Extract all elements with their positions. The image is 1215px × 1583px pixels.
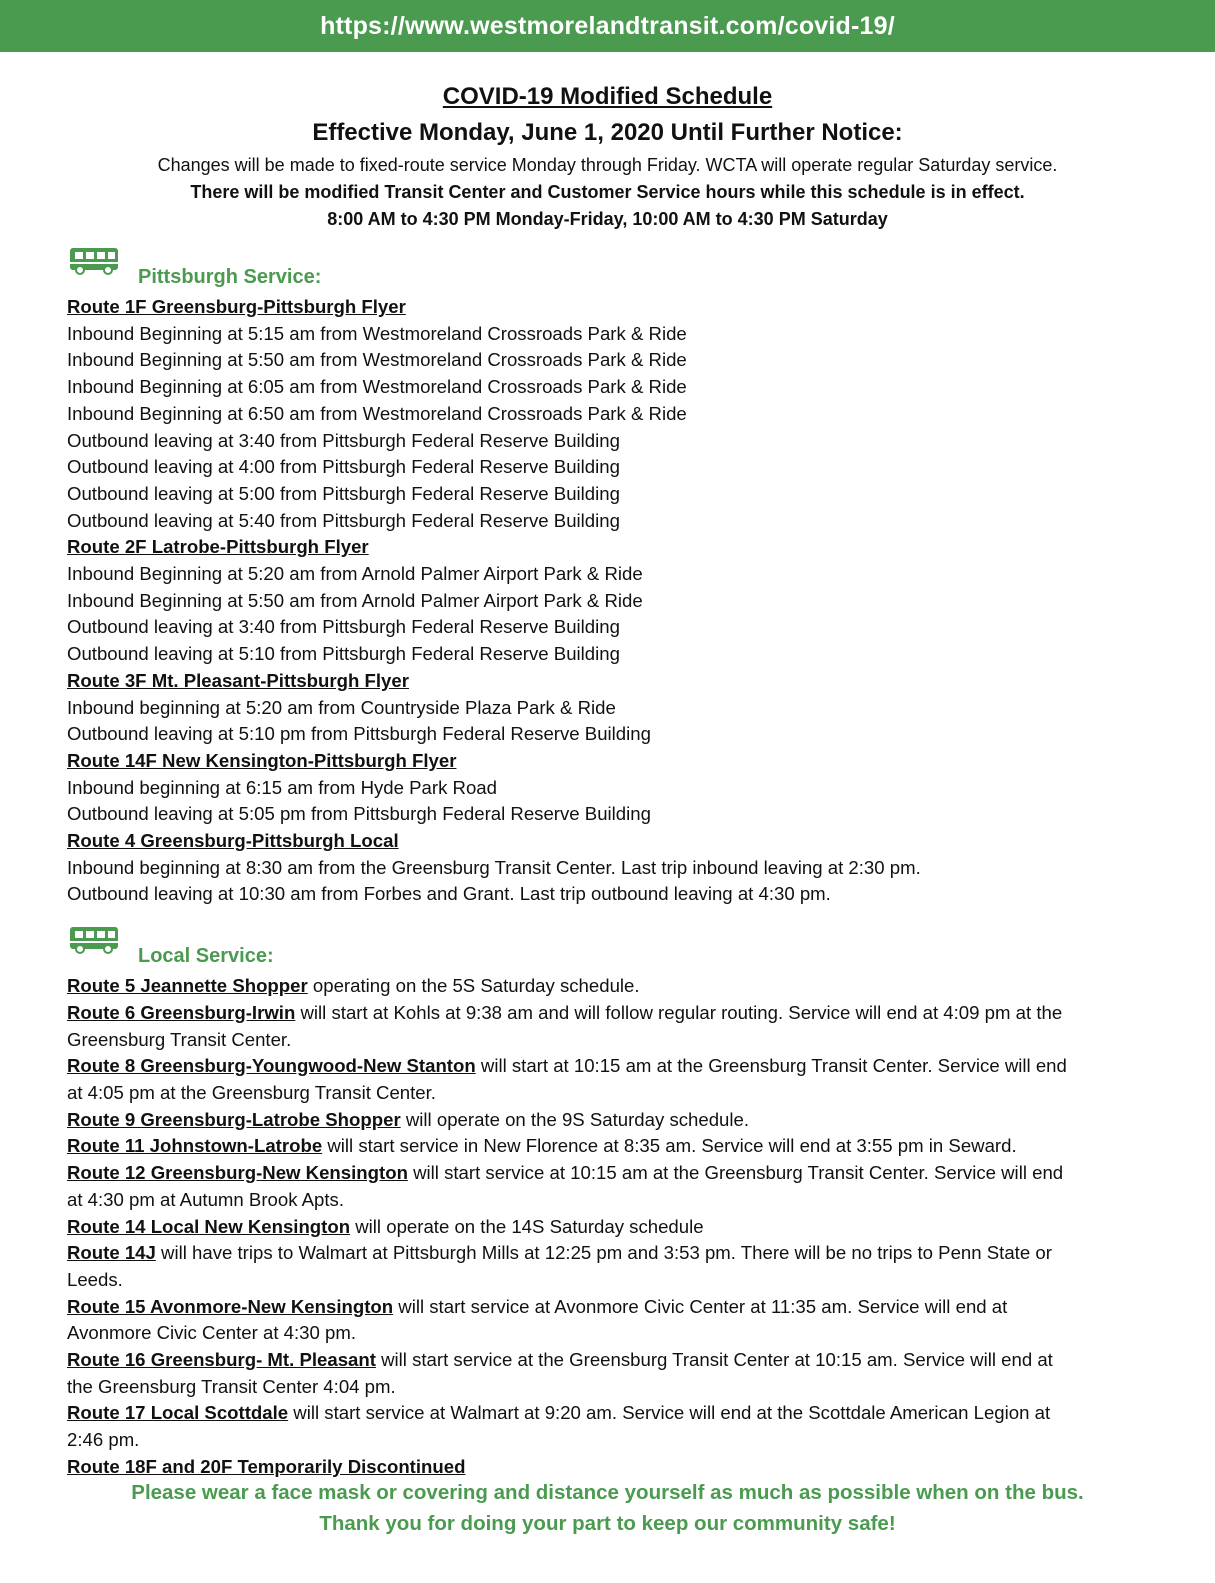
schedule-line: Inbound Beginning at 6:50 am from Westmoreland Crossroads Park & Ride <box>67 402 687 424</box>
service-changes-note: Changes will be made to fixed-route service Monday through Friday. WCTA will operate regular Saturday service. <box>157 155 1058 175</box>
local-routes <box>67 973 1167 1480</box>
hours-times: 8:00 AM to 4:30 PM Monday-Friday, 10:00 AM to 4:30 PM Saturday <box>327 209 888 229</box>
local-route-entry <box>67 1053 1167 1106</box>
pittsburgh-section-header <box>67 242 1167 294</box>
route-description: operating on the 5S Saturday schedule. <box>307 975 640 997</box>
schedule-line: Inbound beginning at 6:15 am from Hyde Park Road <box>67 776 497 798</box>
route-description: will start at Kohls at 9:38 am and will follow regular routing. Service will end at 4:09 pm at the <box>295 1001 1063 1023</box>
route-description: will start service at Avonmore Civic Center at 11:35 am. Service will end at <box>393 1295 1008 1317</box>
local-route-entry <box>67 1400 1167 1453</box>
route-description: will operate on the 9S Saturday schedule. <box>400 1108 750 1130</box>
mask-reminder: Please wear a face mask or covering and distance yourself as much as possible when on the bus. <box>131 1481 1084 1504</box>
route-title: Route 18F and 20F Temporarily Discontinued <box>67 1455 466 1477</box>
bus-icon <box>69 926 119 954</box>
schedule-line: Inbound Beginning at 5:20 am from Arnold Palmer Airport Park & Ride <box>67 563 643 585</box>
route-title: Route 16 Greensburg- Mt. Pleasant <box>67 1349 376 1371</box>
schedule-line: Outbound leaving at 5:05 pm from Pittsburgh Federal Reserve Building <box>67 803 651 825</box>
route-title: Route 1F Greensburg-Pittsburgh Flyer <box>67 296 406 317</box>
schedule-line: Outbound leaving at 5:10 from Pittsburgh Federal Reserve Building <box>67 643 620 665</box>
local-route-entry <box>67 1000 1167 1053</box>
local-route-entry <box>67 973 1167 1000</box>
route-description: will operate on the 14S Saturday schedule <box>350 1215 704 1237</box>
page-title: COVID-19 Modified Schedule <box>442 83 773 110</box>
route-title: Route 2F Latrobe-Pittsburgh Flyer <box>67 536 369 558</box>
pittsburgh-routes <box>67 294 1167 908</box>
schedule-line: Outbound leaving at 5:00 from Pittsburgh Federal Reserve Building <box>67 482 620 504</box>
route-title: Route 11 Johnstown-Latrobe <box>67 1135 323 1157</box>
schedule-line: Outbound leaving at 4:00 from Pittsburgh Federal Reserve Building <box>67 456 620 478</box>
local-route-entry <box>67 1214 1167 1241</box>
schedule-line: Outbound leaving at 3:40 from Pittsburgh Federal Reserve Building <box>67 616 620 638</box>
url-banner[interactable]: https://www.westmorelandtransit.com/covid-19/ <box>0 0 1215 52</box>
local-route-entry <box>67 1107 1167 1134</box>
schedule-line: Inbound Beginning at 6:05 am from Westmoreland Crossroads Park & Ride <box>67 376 687 398</box>
route-title: Route 6 Greensburg-Irwin <box>67 1001 296 1023</box>
schedule-line: Inbound beginning at 8:30 am from the Greensburg Transit Center. Last trip inbound leaving at 2:30 pm. <box>67 856 921 878</box>
route-description: will start service at Walmart at 9:20 am. Service will end at the Scottdale American Legion at <box>288 1402 1051 1424</box>
route-title: Route 4 Greensburg-Pittsburgh Local <box>67 830 399 852</box>
schedule-line: Inbound beginning at 5:20 am from Countryside Plaza Park & Ride <box>67 696 616 718</box>
local-route-entry <box>67 1347 1167 1400</box>
route-description-cont: Greensburg Transit Center. <box>67 1028 292 1050</box>
safety-footer <box>0 1477 1215 1539</box>
route-title: Route 14 Local New Kensington <box>67 1215 351 1237</box>
route-title: Route 8 Greensburg-Youngwood-New Stanton <box>67 1055 476 1077</box>
route-title: Route 5 Jeannette Shopper <box>67 975 308 997</box>
route-description: will start service at 10:15 am at the Greensburg Transit Center. Service will end <box>407 1162 1064 1184</box>
route-title: Route 14F New Kensington-Pittsburgh Flyer <box>67 749 457 771</box>
route-description: will start service at the Greensburg Transit Center at 10:15 am. Service will end at <box>375 1349 1053 1371</box>
route-description-cont: Avonmore Civic Center at 4:30 pm. <box>67 1322 357 1344</box>
schedule-header <box>0 80 1215 233</box>
route-title: Route 14J <box>67 1242 156 1264</box>
schedule-line: Outbound leaving at 10:30 am from Forbes and Grant. Last trip outbound leaving at 4:30 pm. <box>67 883 831 905</box>
schedule-line: Outbound leaving at 5:40 from Pittsburgh Federal Reserve Building <box>67 509 620 531</box>
route-description-cont: the Greensburg Transit Center 4:04 pm. <box>67 1375 396 1397</box>
effective-date: Effective Monday, June 1, 2020 Until Further Notice: <box>312 119 903 146</box>
route-title: Route 3F Mt. Pleasant-Pittsburgh Flyer <box>67 669 409 691</box>
schedule-line: Inbound Beginning at 5:50 am from Westmoreland Crossroads Park & Ride <box>67 349 687 371</box>
route-title: Route 12 Greensburg-New Kensington <box>67 1162 408 1184</box>
schedule-line: Inbound Beginning at 5:15 am from Westmoreland Crossroads Park & Ride <box>67 322 687 344</box>
local-route-entry <box>67 1294 1167 1347</box>
route-description-cont: at 4:30 pm at Autumn Brook Apts. <box>67 1188 344 1210</box>
pittsburgh-section-title: Pittsburgh Service: <box>138 266 322 288</box>
bus-icon <box>69 247 119 275</box>
route-description-cont: 2:46 pm. <box>67 1429 140 1451</box>
schedule-line: Outbound leaving at 5:10 pm from Pittsburgh Federal Reserve Building <box>67 723 651 745</box>
hours-note: There will be modified Transit Center and Customer Service hours while this schedule is in effect. <box>190 182 1025 202</box>
local-route-entry <box>67 1240 1167 1293</box>
thank-you-note: Thank you for doing your part to keep our community safe! <box>319 1512 896 1535</box>
schedule-line: Outbound leaving at 3:40 from Pittsburgh Federal Reserve Building <box>67 429 620 451</box>
route-title: Route 15 Avonmore-New Kensington <box>67 1295 394 1317</box>
route-description: will have trips to Walmart at Pittsburgh Mills at 12:25 pm and 3:53 pm. There will be no trips to Penn State or <box>155 1242 1052 1264</box>
route-description: will start at 10:15 am at the Greensburg Transit Center. Service will end <box>475 1055 1067 1077</box>
route-description: will start service in New Florence at 8:35 am. Service will end at 3:55 pm in Seward. <box>322 1135 1017 1157</box>
schedule-line: Inbound Beginning at 5:50 am from Arnold Palmer Airport Park & Ride <box>67 589 643 611</box>
route-description-cont: at 4:05 pm at the Greensburg Transit Center. <box>67 1081 436 1103</box>
route-title: Route 9 Greensburg-Latrobe Shopper <box>67 1108 401 1130</box>
schedule-body <box>67 242 1167 1481</box>
route-title: Route 17 Local Scottdale <box>67 1402 289 1424</box>
local-route-entry <box>67 1133 1167 1160</box>
local-section-title: Local Service: <box>138 945 274 968</box>
local-route-entry <box>67 1160 1167 1213</box>
local-section-header <box>67 921 1167 973</box>
route-description-cont: Leeds. <box>67 1268 123 1290</box>
